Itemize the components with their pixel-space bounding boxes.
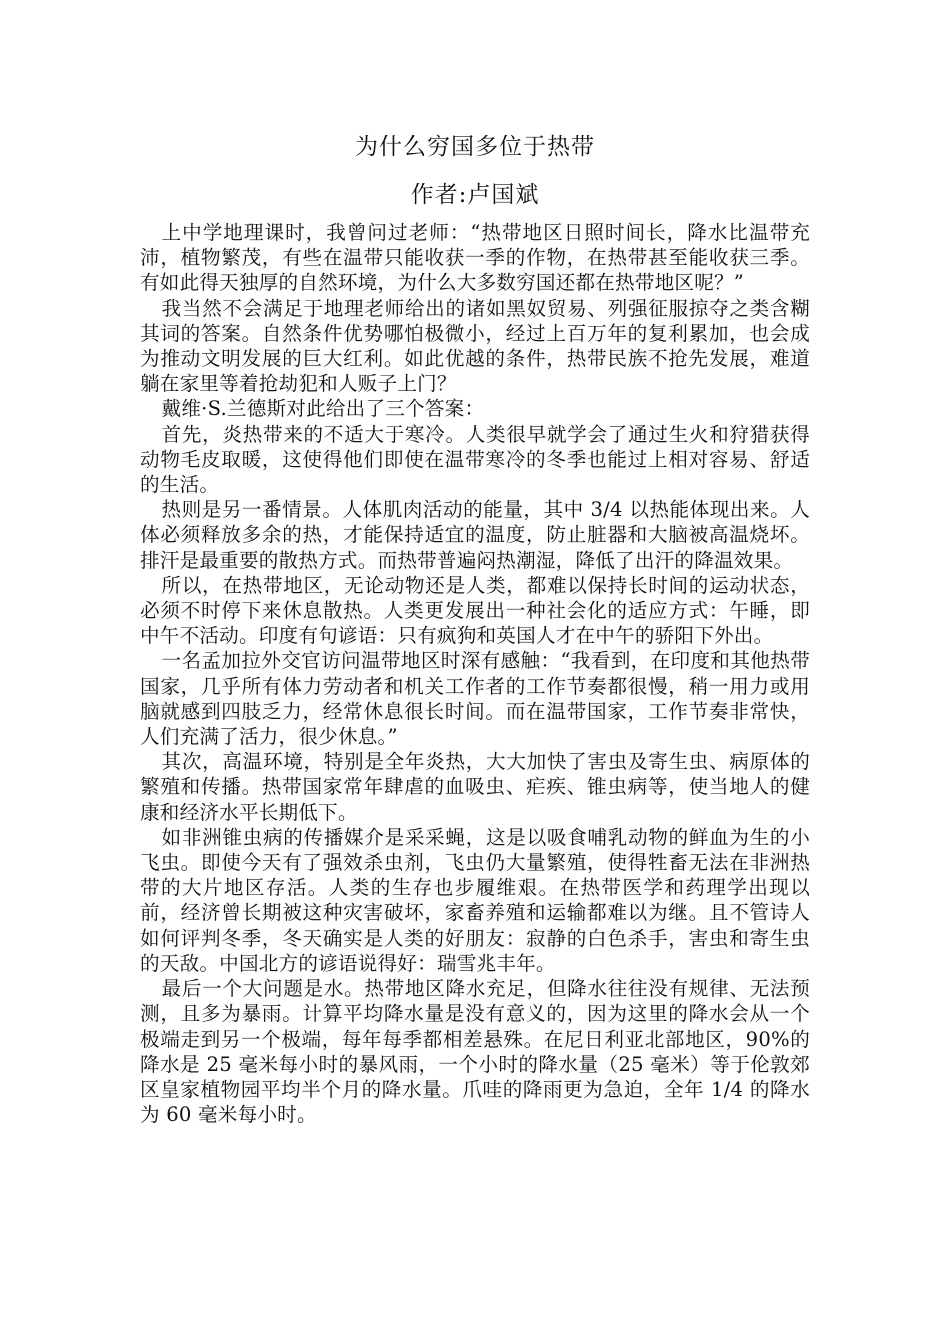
- paragraph-6: 所以，在热带地区，无论动物还是人类，都难以保持长时间的运动状态，必须不时停下来休息散热。人类更发展出一种社会化的适应方式：午睡，即中午不活动。印度有句谚语：只有疯狗和英国人才在中午的骄阳下外出。: [140, 573, 810, 648]
- paragraph-10: 最后一个大问题是水。热带地区降水充足，但降水往往没有规律、无法预测，且多为暴雨。计算平均降水量是没有意义的，因为这里的降水会从一个极端走到另一个极端，每年每季都相差悬殊。在尼日利亚北部地区，90%的降水是 25 毫米每小时的暴风雨，一个小时的降水量（25 毫米）等于伦敦郊区皇家植物园平均半个月的降水量。爪哇的降雨更为急迫，全年 1/4 的降水为 60 毫米每小时。: [140, 977, 810, 1127]
- paragraph-4: 首先，炎热带来的不适大于寒冷。人类很早就学会了通过生火和狩猎获得动物毛皮取暖，这使得他们即使在温带寒冷的冬季也能过上相对容易、舒适的生活。: [140, 422, 810, 497]
- author-line: 作者:卢国斌: [410, 182, 540, 208]
- paragraph-1: 上中学地理课时，我曾问过老师：“热带地区日照时间长，降水比温带充沛，植物繁茂，有些在温带只能收获一季的作物，在热带甚至能收获三季。有如此得天独厚的自然环境，为什么大多数穷国还都在热带地区呢？”: [140, 221, 810, 295]
- paragraph-7: 一名孟加拉外交官访问温带地区时深有感触：“我看到，在印度和其他热带国家，几乎所有体力劳动者和机关工作者的工作节奏都很慢，稍一用力或用脑就感到四肢乏力，经常休息很长时间。而在温带国家，工作节奏非常快，人们充满了活力，很少休息。”: [140, 649, 810, 749]
- document-body: [140, 130, 810, 1127]
- paragraph-5: 热则是另一番情景。人体肌肉活动的能量，其中 3/4 以热能体现出来。人体必须释放多余的热，才能保持适宜的温度，防止脏器和大脑被高温烧坏。排汗是最重要的散热方式。而热带普遍闷热潮湿，降低了出汗的降温效果。: [140, 498, 810, 572]
- paragraph-2: 我当然不会满足于地理老师给出的诸如黑奴贸易、列强征服掠夺之类含糊其词的答案。自然条件优势哪怕极微小，经过上百万年的复利累加，也会成为推动文明发展的巨大红利。如此优越的条件，热带民族不抢先发展，难道躺在家里等着抢劫犯和人贩子上门？: [140, 296, 810, 396]
- paragraph-3: 戴维·S.兰德斯对此给出了三个答案：: [161, 397, 485, 421]
- paragraph-9: 如非洲锥虫病的传播媒介是采采蝇，这是以吸食哺乳动物的鲜血为生的小飞虫。即使今天有了强效杀虫剂，飞虫仍大量繁殖，使得牲畜无法在非洲热带的大片地区存活。人类的生存也步履维艰。在热带医学和药理学出现以前，经济曾长期被这种灾害破坏，家畜养殖和运输都难以为继。且不管诗人如何评判冬季，冬天确实是人类的好朋友：寂静的白色杀手，害虫和寄生虫的天敌。中国北方的谚语说得好：瑞雪兆丰年。: [140, 825, 810, 975]
- paragraph-8: 其次，高温环境，特别是全年炎热，大大加快了害虫及寄生虫、病原体的繁殖和传播。热带国家常年肆虐的血吸虫、疟疾、锥虫病等，使当地人的健康和经济水平长期低下。: [140, 750, 810, 824]
- page-title: 为什么穷国多位于热带: [355, 134, 595, 160]
